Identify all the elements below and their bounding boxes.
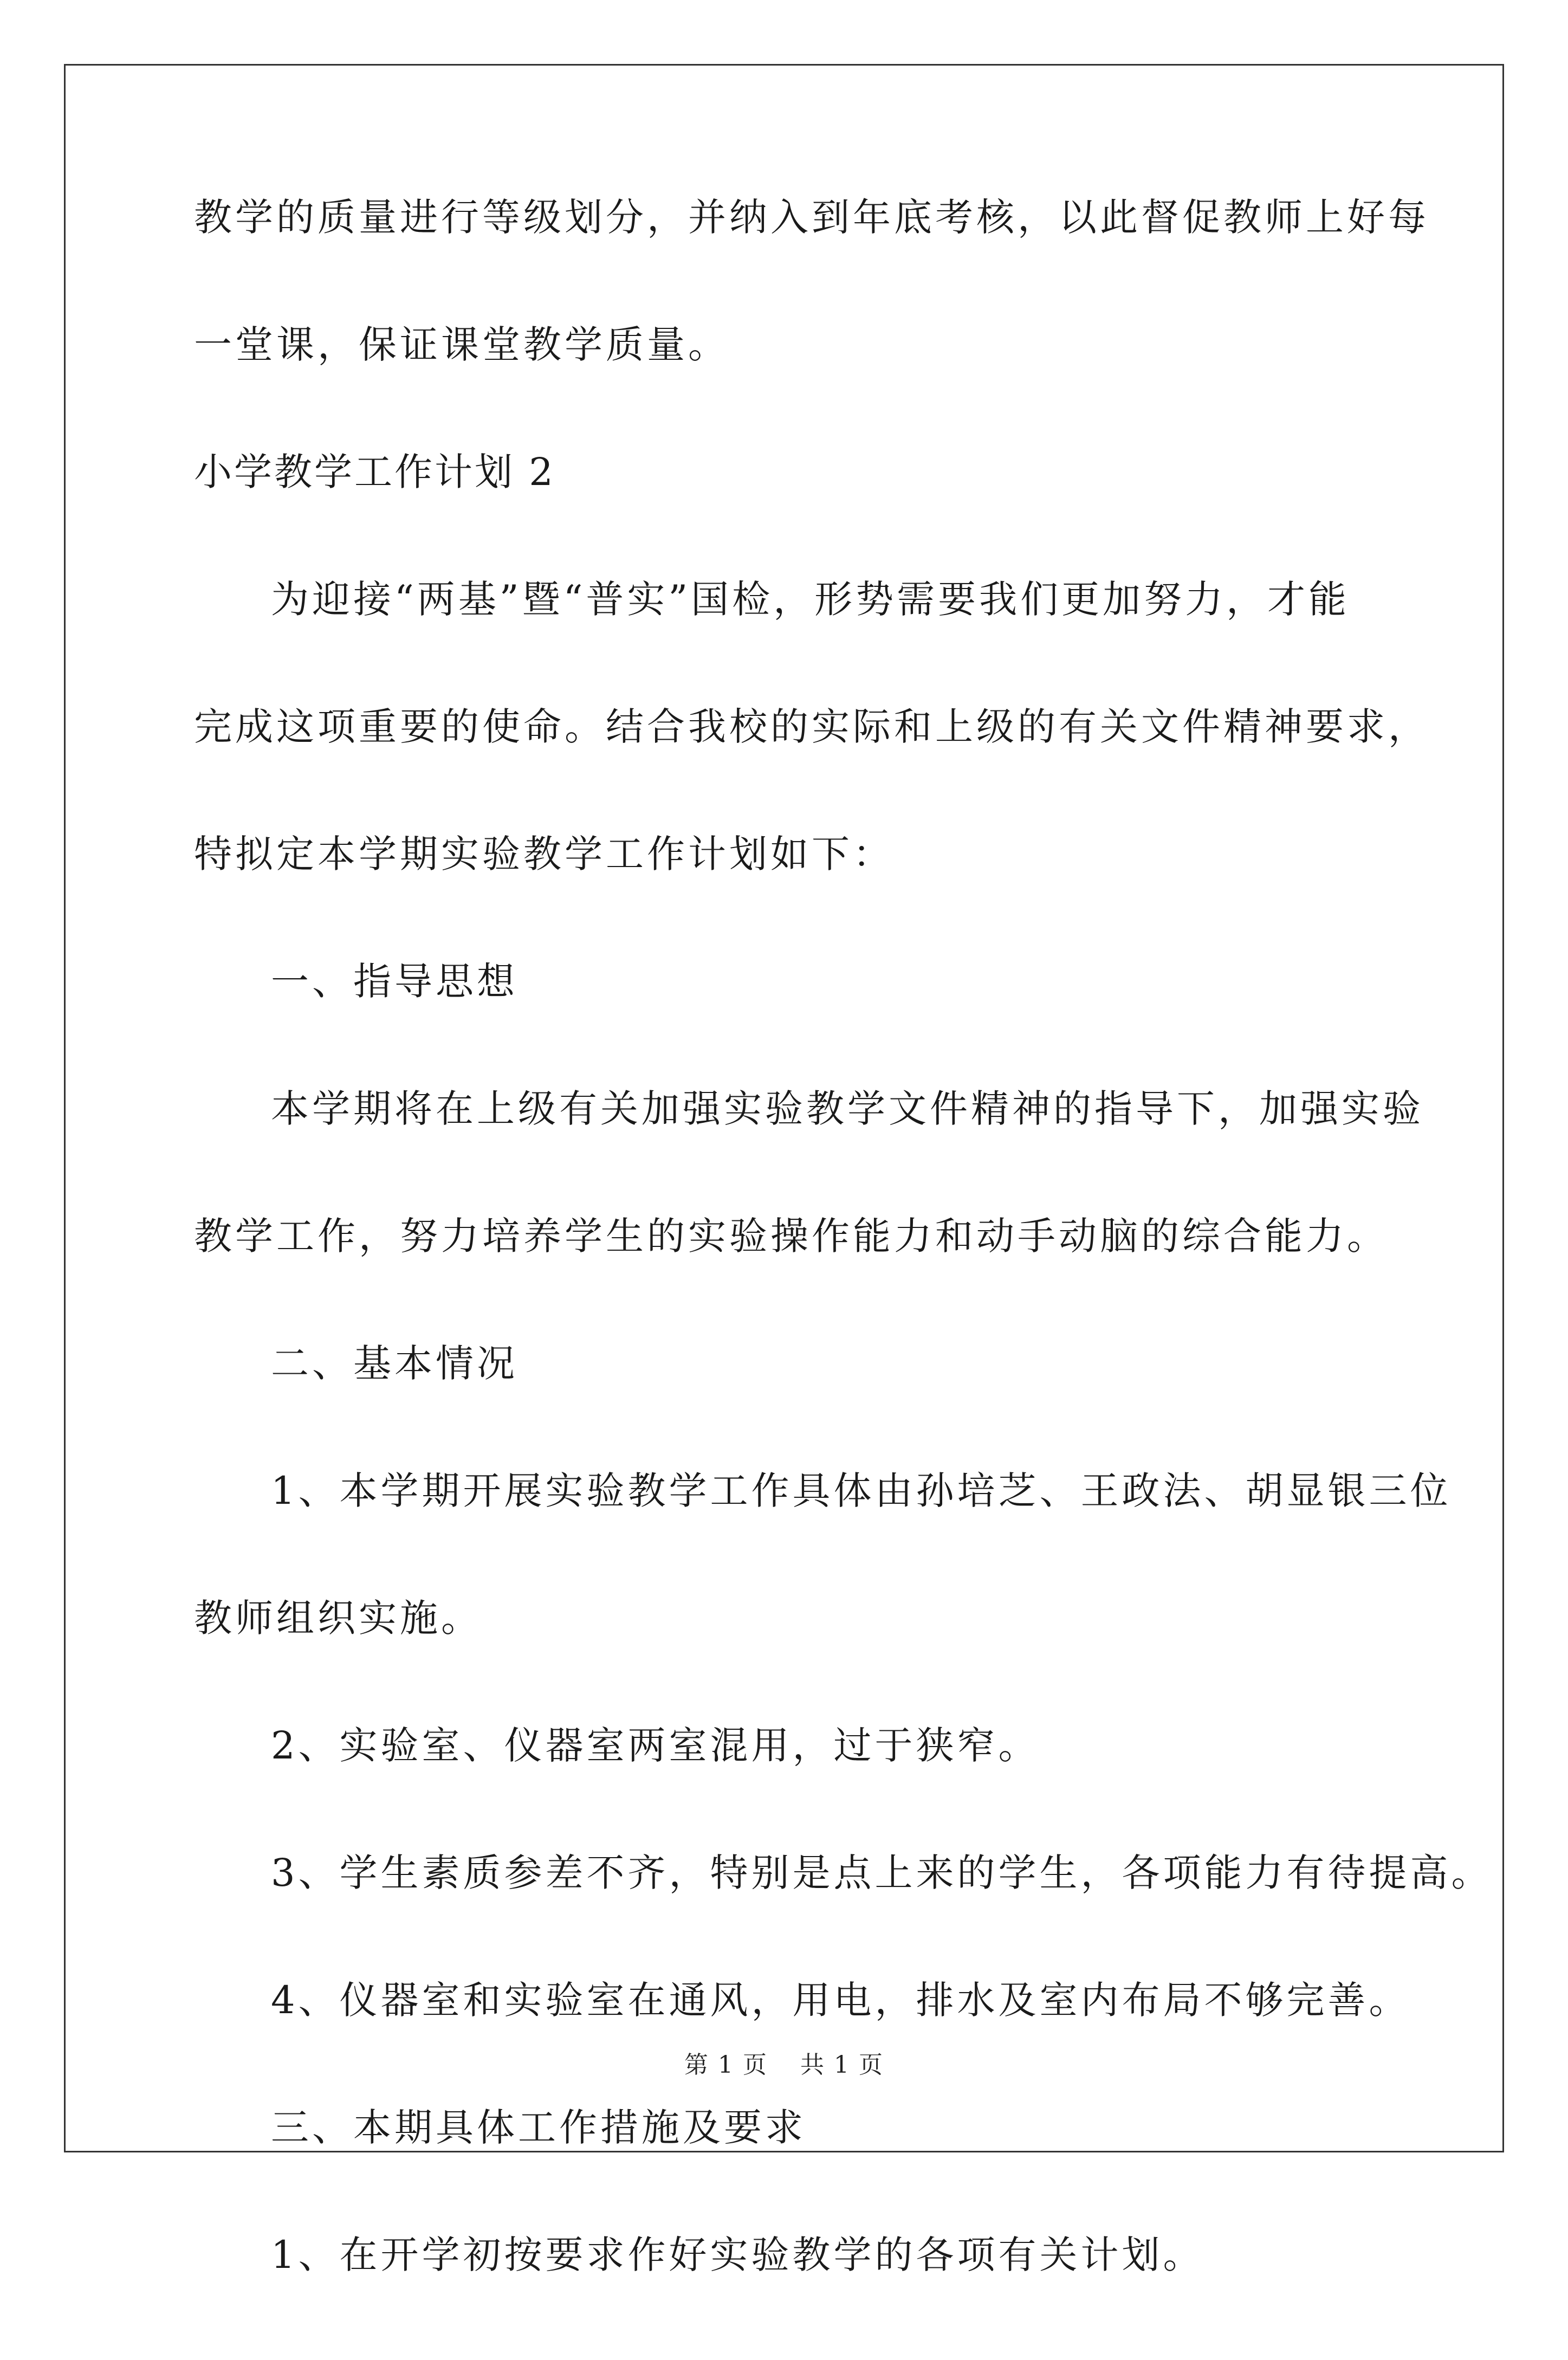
- page-total: 共 1 页: [800, 2051, 884, 2079]
- text-line: 本学期将在上级有关加强实验教学文件精神的指导下，加强实验: [271, 1087, 1424, 1131]
- list-item: 1、在开学初按要求作好实验教学的各项有关计划。: [271, 2233, 1204, 2277]
- text-line: 特拟定本学期实验教学工作计划如下：: [194, 832, 894, 876]
- list-item: 4、仪器室和实验室在通风，用电，排水及室内布局不够完善。: [271, 1978, 1410, 2022]
- section-heading: 一、指导思想: [271, 959, 518, 1004]
- text-line: 为迎接“两基”暨“普实”国检，形势需要我们更加努力，才能: [271, 577, 1350, 622]
- page-number: 第 1 页: [684, 2051, 768, 2079]
- text-line: 教学工作，努力培养学生的实验操作能力和动手动脑的综合能力。: [194, 1214, 1388, 1258]
- list-item: 3、学生素质参差不齐，特别是点上来的学生，各项能力有待提高。: [271, 1851, 1493, 1895]
- text-line: 教师组织实施。: [194, 1596, 482, 1640]
- list-item: 1、本学期开展实验教学工作具体由孙培芝、王政法、胡显银三位: [271, 1469, 1452, 1513]
- page-footer: [0, 2051, 1568, 2079]
- list-item: 2、实验室、仪器室两室混用，过于狭窄。: [271, 1723, 1040, 1768]
- text-line: 一堂课，保证课堂教学质量。: [194, 322, 729, 367]
- text-line: 教学的质量进行等级划分，并纳入到年底考核，以此督促教师上好每: [194, 195, 1429, 240]
- document-body: [194, 195, 1493, 2360]
- section-heading: 三、本期具体工作措施及要求: [271, 2105, 806, 2150]
- section-title: 小学教学工作计划 2: [194, 450, 555, 494]
- text-line: 完成这项重要的使命。结合我校的实际和上级的有关文件精神要求，: [194, 704, 1429, 749]
- section-heading: 二、基本情况: [271, 1341, 518, 1386]
